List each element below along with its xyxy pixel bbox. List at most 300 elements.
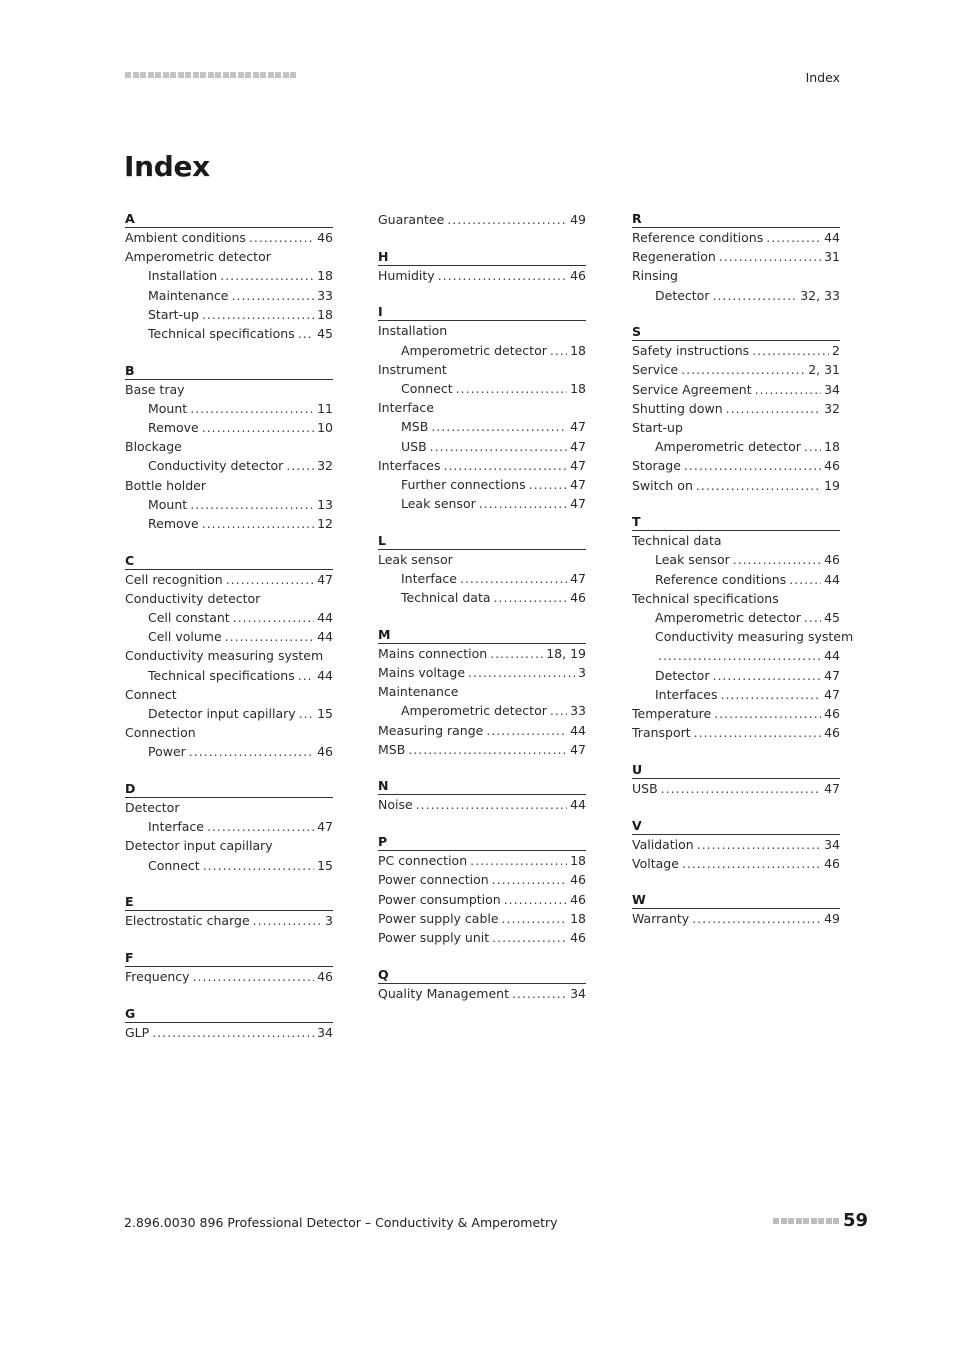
dot-leader bbox=[658, 646, 821, 665]
dot-leader bbox=[438, 266, 567, 285]
index-letter-heading: W bbox=[632, 891, 840, 909]
index-entry[interactable] bbox=[378, 360, 586, 379]
dot-leader bbox=[299, 704, 314, 723]
decor-square bbox=[788, 1218, 794, 1224]
index-section bbox=[125, 210, 333, 343]
index-letter-heading: F bbox=[125, 949, 333, 967]
entry-page-ref[interactable]: 46 bbox=[317, 744, 333, 760]
index-subentry[interactable] bbox=[632, 627, 854, 646]
decor-square bbox=[208, 72, 214, 78]
entry-term: Power bbox=[148, 744, 186, 760]
entry-page-ref[interactable]: 32, 33 bbox=[800, 287, 840, 303]
index-subentry[interactable] bbox=[632, 437, 840, 456]
index-entry[interactable] bbox=[378, 928, 586, 947]
page-number: 59 bbox=[842, 1210, 868, 1231]
index-section bbox=[378, 966, 586, 1003]
index-subentry[interactable] bbox=[378, 341, 586, 360]
entry-page-ref[interactable]: 47 bbox=[824, 780, 840, 796]
entry-term: GLP bbox=[125, 1024, 150, 1040]
entry-term: Connect bbox=[401, 380, 453, 396]
index-subentry[interactable] bbox=[378, 494, 586, 513]
decor-square bbox=[245, 72, 251, 78]
index-entry[interactable] bbox=[378, 682, 586, 701]
index-entry[interactable] bbox=[632, 341, 840, 360]
index-entry[interactable] bbox=[378, 644, 586, 663]
dot-leader bbox=[193, 967, 315, 986]
entry-page-ref[interactable]: 2 bbox=[832, 343, 840, 359]
dot-leader bbox=[190, 399, 314, 418]
entry-term: Technical specifications bbox=[148, 325, 295, 341]
entry-page-ref[interactable]: 32 bbox=[824, 400, 840, 416]
index-section bbox=[125, 362, 333, 534]
index-section bbox=[632, 761, 840, 798]
decor-square bbox=[140, 72, 146, 78]
index-entry[interactable] bbox=[125, 836, 333, 855]
index-letter-heading: P bbox=[378, 833, 586, 851]
index-entry[interactable] bbox=[632, 909, 840, 928]
entry-term: Amperometric detector bbox=[125, 249, 271, 265]
entry-page-ref[interactable]: 44 bbox=[824, 571, 840, 587]
dot-leader bbox=[431, 417, 567, 436]
decor-square bbox=[215, 72, 221, 78]
entry-page-ref[interactable]: 10 bbox=[317, 420, 333, 435]
index-letter-heading: E bbox=[125, 893, 333, 911]
index-subentry[interactable] bbox=[125, 418, 333, 437]
dot-leader bbox=[714, 704, 821, 723]
index-subentry[interactable] bbox=[632, 666, 840, 685]
entry-page-ref[interactable]: 18 bbox=[317, 306, 333, 322]
entry-page-ref[interactable]: 31 bbox=[824, 249, 840, 265]
index-entry[interactable] bbox=[632, 247, 840, 266]
index-column-2 bbox=[378, 210, 586, 1021]
entry-page-ref[interactable]: 49 bbox=[570, 212, 586, 227]
index-section bbox=[378, 833, 586, 947]
entry-term: Noise bbox=[378, 797, 413, 813]
entry-term: Interface bbox=[401, 570, 457, 586]
entry-page-ref[interactable]: 47 bbox=[570, 741, 586, 757]
entry-term: Humidity bbox=[378, 267, 435, 283]
entry-page-ref[interactable]: 47 bbox=[317, 571, 333, 587]
index-subentry[interactable] bbox=[125, 817, 333, 836]
index-entry[interactable] bbox=[632, 418, 840, 437]
entry-page-ref[interactable]: 47 bbox=[824, 667, 840, 683]
entry-page-ref[interactable]: 46 bbox=[824, 552, 840, 568]
index-entry[interactable] bbox=[632, 835, 840, 854]
index-letter-heading: A bbox=[125, 210, 333, 228]
index-subentry[interactable] bbox=[125, 742, 333, 761]
entry-term: Remove bbox=[148, 515, 199, 531]
index-entry[interactable] bbox=[125, 967, 333, 986]
entry-page-ref[interactable]: 46 bbox=[570, 929, 586, 945]
dot-leader bbox=[203, 856, 314, 875]
decor-square bbox=[230, 72, 236, 78]
dot-leader bbox=[684, 456, 821, 475]
index-entry[interactable] bbox=[378, 890, 586, 909]
decor-square bbox=[223, 72, 229, 78]
decor-square bbox=[200, 72, 206, 78]
entry-page-ref[interactable]: 46 bbox=[824, 855, 840, 871]
index-entry[interactable] bbox=[125, 646, 333, 665]
entry-term: Leak sensor bbox=[378, 551, 453, 567]
index-entry[interactable] bbox=[125, 476, 333, 495]
index-subentry[interactable] bbox=[632, 685, 840, 704]
index-entry[interactable] bbox=[125, 798, 333, 817]
index-entry[interactable] bbox=[378, 321, 586, 340]
entry-page-ref[interactable]: 32 bbox=[317, 458, 333, 474]
index-entry[interactable] bbox=[632, 476, 840, 495]
entry-page-ref[interactable]: 33 bbox=[570, 703, 586, 719]
dot-leader bbox=[681, 360, 805, 379]
entry-term: Validation bbox=[632, 836, 694, 852]
index-entry[interactable] bbox=[378, 984, 586, 1003]
dot-leader bbox=[456, 379, 567, 398]
dot-leader bbox=[789, 570, 821, 589]
decor-square bbox=[818, 1218, 824, 1224]
decor-square bbox=[803, 1218, 809, 1224]
entry-term: Switch on bbox=[632, 477, 693, 493]
entry-page-ref[interactable]: 3 bbox=[325, 913, 333, 929]
dot-leader bbox=[712, 286, 797, 305]
entry-term: Rinsing bbox=[632, 268, 678, 284]
index-subentry[interactable] bbox=[125, 286, 333, 305]
entry-term: Conductivity measuring system bbox=[655, 629, 854, 645]
index-entry[interactable] bbox=[378, 456, 586, 475]
dot-leader bbox=[298, 324, 314, 343]
entry-term: Measuring range bbox=[378, 722, 484, 738]
index-subentry[interactable] bbox=[125, 856, 333, 875]
entry-term: Installation bbox=[148, 268, 218, 284]
entry-term: Technical specifications bbox=[632, 590, 779, 606]
dot-leader bbox=[479, 494, 567, 513]
entry-term: Connect bbox=[125, 686, 177, 702]
dot-leader bbox=[804, 437, 821, 456]
entry-term: Guarantee bbox=[378, 212, 445, 227]
entry-term: Regeneration bbox=[632, 249, 716, 265]
entry-term: Cell volume bbox=[148, 629, 222, 645]
entry-term: Connect bbox=[148, 857, 200, 873]
index-entry[interactable] bbox=[632, 266, 840, 285]
entry-page-ref[interactable]: 46 bbox=[570, 590, 586, 606]
index-section bbox=[632, 323, 840, 495]
dot-leader bbox=[752, 341, 829, 360]
entry-page-ref[interactable]: 18 bbox=[317, 268, 333, 284]
entry-page-ref[interactable]: 44 bbox=[570, 797, 586, 813]
entry-term: Mount bbox=[148, 400, 188, 416]
entry-term: USB bbox=[632, 780, 658, 796]
dot-leader bbox=[733, 550, 821, 569]
dot-leader bbox=[694, 723, 821, 742]
index-section bbox=[125, 552, 333, 762]
index-entry[interactable] bbox=[125, 380, 333, 399]
index-letter-heading: G bbox=[125, 1005, 333, 1023]
index-letter-heading: H bbox=[378, 248, 586, 266]
decor-square bbox=[283, 72, 289, 78]
index-section bbox=[125, 1005, 333, 1042]
entry-page-ref[interactable]: 47 bbox=[570, 419, 586, 435]
entry-term: Temperature bbox=[632, 705, 712, 721]
entry-term: Storage bbox=[632, 458, 681, 474]
index-subentry[interactable] bbox=[125, 608, 333, 627]
entry-term: Bottle holder bbox=[125, 477, 206, 493]
entry-term: Interface bbox=[148, 819, 204, 835]
entry-page-ref[interactable]: 18 bbox=[824, 439, 840, 455]
entry-page-ref[interactable]: 47 bbox=[317, 819, 333, 835]
entry-term: Remove bbox=[148, 420, 199, 435]
entry-page-ref[interactable]: 47 bbox=[570, 570, 586, 586]
entry-page-ref[interactable]: 15 bbox=[317, 857, 333, 873]
entry-page-ref[interactable]: 47 bbox=[570, 496, 586, 512]
entry-page-ref[interactable]: 46 bbox=[570, 891, 586, 907]
index-subentry[interactable] bbox=[125, 514, 333, 533]
index-entry[interactable] bbox=[378, 795, 586, 814]
index-entry[interactable] bbox=[378, 210, 586, 229]
index-entry[interactable] bbox=[125, 589, 333, 608]
index-subentry[interactable] bbox=[378, 588, 586, 607]
index-entry[interactable] bbox=[378, 721, 586, 740]
entry-term: Connection bbox=[125, 725, 196, 741]
decor-square bbox=[178, 72, 184, 78]
entry-page-ref[interactable]: 18 bbox=[570, 342, 586, 358]
entry-term: Mount bbox=[148, 496, 188, 512]
entry-term: Power consumption bbox=[378, 891, 501, 907]
dot-leader bbox=[447, 210, 567, 229]
index-entry[interactable] bbox=[632, 723, 840, 742]
dot-leader bbox=[226, 570, 314, 589]
entry-page-ref[interactable]: 34 bbox=[824, 836, 840, 852]
entry-page-ref[interactable]: 44 bbox=[317, 629, 333, 645]
entry-page-ref[interactable]: 18 bbox=[570, 380, 586, 396]
entry-term: Power supply unit bbox=[378, 929, 490, 945]
index-subentry[interactable] bbox=[125, 704, 333, 723]
index-letter-heading: N bbox=[378, 777, 586, 795]
entry-page-ref[interactable]: 11 bbox=[317, 400, 333, 416]
entry-page-ref[interactable]: 3 bbox=[578, 665, 586, 680]
entry-page-ref[interactable]: 46 bbox=[317, 968, 333, 984]
index-entry[interactable] bbox=[125, 570, 333, 589]
entry-term: Mains voltage bbox=[378, 665, 466, 680]
index-entry[interactable] bbox=[378, 398, 586, 417]
entry-term: Base tray bbox=[125, 381, 185, 397]
entry-term: Leak sensor bbox=[655, 552, 730, 568]
dot-leader bbox=[202, 514, 314, 533]
index-entry[interactable] bbox=[632, 704, 840, 723]
entry-term: Leak sensor bbox=[401, 496, 476, 512]
entry-page-ref[interactable]: 19 bbox=[824, 477, 840, 493]
index-column-1 bbox=[125, 210, 333, 1060]
entry-term: Warranty bbox=[632, 911, 690, 927]
index-entry[interactable] bbox=[378, 266, 586, 285]
index-entry[interactable] bbox=[632, 854, 840, 873]
index-subentry[interactable] bbox=[378, 437, 586, 456]
entry-term: Conductivity measuring system bbox=[125, 648, 324, 664]
entry-page-ref[interactable]: 49 bbox=[824, 911, 840, 927]
entry-page-ref[interactable]: 18, 19 bbox=[546, 645, 586, 661]
entry-term: Interfaces bbox=[378, 457, 441, 473]
dot-leader bbox=[504, 890, 567, 909]
index-entry[interactable] bbox=[125, 685, 333, 704]
decor-square bbox=[811, 1218, 817, 1224]
decor-square bbox=[193, 72, 199, 78]
index-entry[interactable] bbox=[632, 360, 840, 379]
index-entry[interactable] bbox=[632, 228, 840, 247]
index-letter-heading: Q bbox=[378, 966, 586, 984]
index-entry[interactable] bbox=[378, 870, 586, 889]
entry-term: Detector input capillary bbox=[125, 838, 273, 854]
entry-page-ref[interactable]: 34 bbox=[824, 381, 840, 397]
decor-square bbox=[796, 1218, 802, 1224]
index-subentry[interactable] bbox=[378, 417, 586, 436]
dot-leader bbox=[661, 779, 821, 798]
decor-square bbox=[253, 72, 259, 78]
entry-term: Detector bbox=[655, 667, 710, 683]
dot-leader bbox=[697, 835, 821, 854]
entry-page-ref[interactable]: 34 bbox=[570, 985, 586, 1001]
index-subentry[interactable] bbox=[632, 608, 840, 627]
dot-leader bbox=[550, 701, 567, 720]
entry-page-ref[interactable]: 46 bbox=[824, 725, 840, 741]
index-subentry[interactable] bbox=[632, 286, 840, 305]
entry-page-ref[interactable]: 46 bbox=[570, 872, 586, 888]
entry-page-ref[interactable]: 18 bbox=[570, 910, 586, 926]
entry-page-ref[interactable]: 47 bbox=[570, 476, 586, 492]
index-subentry[interactable] bbox=[378, 379, 586, 398]
entry-page-ref[interactable]: 44 bbox=[824, 230, 840, 245]
index-subentry[interactable] bbox=[125, 456, 333, 475]
index-section bbox=[632, 891, 840, 928]
entry-page-ref[interactable]: 15 bbox=[317, 705, 333, 721]
index-entry[interactable] bbox=[125, 228, 333, 247]
index-entry[interactable] bbox=[632, 589, 840, 608]
index-subentry[interactable] bbox=[378, 475, 586, 494]
index-section bbox=[378, 248, 586, 285]
index-entry[interactable] bbox=[378, 740, 586, 759]
index-letter-heading: B bbox=[125, 362, 333, 380]
index-entry[interactable] bbox=[125, 437, 333, 456]
entry-page-ref[interactable]: 34 bbox=[317, 1024, 333, 1040]
entry-page-ref[interactable]: 45 bbox=[824, 610, 840, 625]
index-entry[interactable] bbox=[125, 723, 333, 742]
dot-leader bbox=[720, 685, 821, 704]
dot-leader bbox=[220, 266, 314, 285]
dot-leader bbox=[207, 817, 314, 836]
entry-page-ref[interactable]: 33 bbox=[317, 287, 333, 303]
index-subentry[interactable] bbox=[125, 627, 333, 646]
entry-term: Technical specifications bbox=[148, 667, 295, 683]
index-entry[interactable] bbox=[632, 399, 840, 418]
entry-page-ref[interactable]: 44 bbox=[317, 610, 333, 625]
entry-page-ref[interactable]: 45 bbox=[317, 325, 333, 341]
entry-term: Service bbox=[632, 362, 679, 378]
index-subentry[interactable] bbox=[632, 570, 840, 589]
entry-term: Amperometric detector bbox=[655, 439, 801, 455]
index-subentry[interactable] bbox=[632, 550, 840, 569]
decor-square bbox=[133, 72, 139, 78]
dot-leader bbox=[286, 456, 314, 475]
index-letter-heading: M bbox=[378, 626, 586, 644]
dot-leader bbox=[189, 742, 314, 761]
dot-leader bbox=[550, 341, 567, 360]
index-subentry[interactable] bbox=[125, 495, 333, 514]
index-entry[interactable] bbox=[125, 1023, 333, 1042]
running-header: Index bbox=[805, 70, 840, 85]
entry-page-ref[interactable]: 18 bbox=[570, 853, 586, 869]
dot-leader bbox=[202, 418, 314, 437]
entry-page-ref[interactable]: 46 bbox=[824, 705, 840, 721]
index-letter-heading: C bbox=[125, 552, 333, 570]
index-entry[interactable] bbox=[125, 247, 333, 266]
index-entry[interactable] bbox=[125, 911, 333, 930]
dot-leader bbox=[253, 911, 322, 930]
index-entry[interactable] bbox=[378, 550, 586, 569]
entry-term: Mains connection bbox=[378, 645, 488, 661]
index-entry[interactable] bbox=[378, 909, 586, 928]
entry-page-ref[interactable]: 47 bbox=[824, 686, 840, 702]
decor-square bbox=[833, 1218, 839, 1224]
entry-page-ref[interactable]: 12 bbox=[317, 515, 333, 531]
index-subentry[interactable] bbox=[125, 399, 333, 418]
entry-term: Amperometric detector bbox=[655, 610, 801, 625]
entry-term: Detector input capillary bbox=[148, 705, 296, 721]
entry-page-ref[interactable]: 44 bbox=[824, 648, 840, 664]
index-section bbox=[378, 303, 586, 513]
entry-term: Reference conditions bbox=[632, 230, 764, 245]
dot-leader bbox=[225, 627, 314, 646]
index-entry[interactable] bbox=[632, 456, 840, 475]
index-subentry[interactable] bbox=[378, 569, 586, 588]
index-letter-heading: D bbox=[125, 780, 333, 798]
index-entry[interactable] bbox=[632, 380, 840, 399]
entry-page-ref[interactable]: 46 bbox=[824, 458, 840, 474]
decor-square bbox=[268, 72, 274, 78]
index-subentry[interactable] bbox=[125, 305, 333, 324]
entry-term: Cell recognition bbox=[125, 571, 223, 587]
entry-term: Reference conditions bbox=[655, 571, 787, 587]
entry-term: Maintenance bbox=[148, 287, 229, 303]
entry-page-ref[interactable]: 46 bbox=[317, 230, 333, 245]
entry-term: Quality Management bbox=[378, 985, 509, 1001]
index-section bbox=[378, 532, 586, 608]
entry-page-ref[interactable]: 47 bbox=[570, 457, 586, 473]
index-subentry[interactable] bbox=[378, 701, 586, 720]
entry-page-ref[interactable]: 13 bbox=[317, 496, 333, 512]
index-entry[interactable] bbox=[378, 663, 586, 682]
index-subentry[interactable] bbox=[125, 666, 333, 685]
entry-term: Blockage bbox=[125, 439, 182, 455]
index-subentry[interactable] bbox=[125, 324, 333, 343]
entry-page-ref[interactable]: 44 bbox=[570, 722, 586, 738]
entry-term: Shutting down bbox=[632, 400, 723, 416]
index-section bbox=[632, 210, 840, 305]
index-entry[interactable] bbox=[632, 531, 840, 550]
entry-term: MSB bbox=[401, 419, 429, 435]
entry-page-ref[interactable]: 47 bbox=[570, 438, 586, 454]
decor-square bbox=[148, 72, 154, 78]
entry-page-ref[interactable]: 46 bbox=[570, 267, 586, 283]
entry-term: Ambient conditions bbox=[125, 230, 246, 245]
index-entry[interactable] bbox=[632, 779, 840, 798]
header-decoration bbox=[125, 72, 298, 80]
index-subentry[interactable] bbox=[632, 646, 840, 665]
entry-term: Technical data bbox=[632, 533, 722, 549]
index-subentry[interactable] bbox=[125, 266, 333, 285]
index-entry[interactable] bbox=[378, 851, 586, 870]
dot-leader bbox=[712, 666, 821, 685]
entry-term: Service Agreement bbox=[632, 381, 752, 397]
entry-page-ref[interactable]: 44 bbox=[317, 667, 333, 683]
entry-page-ref[interactable]: 2, 31 bbox=[808, 362, 840, 378]
dot-leader bbox=[755, 380, 822, 399]
dot-leader bbox=[492, 870, 567, 889]
